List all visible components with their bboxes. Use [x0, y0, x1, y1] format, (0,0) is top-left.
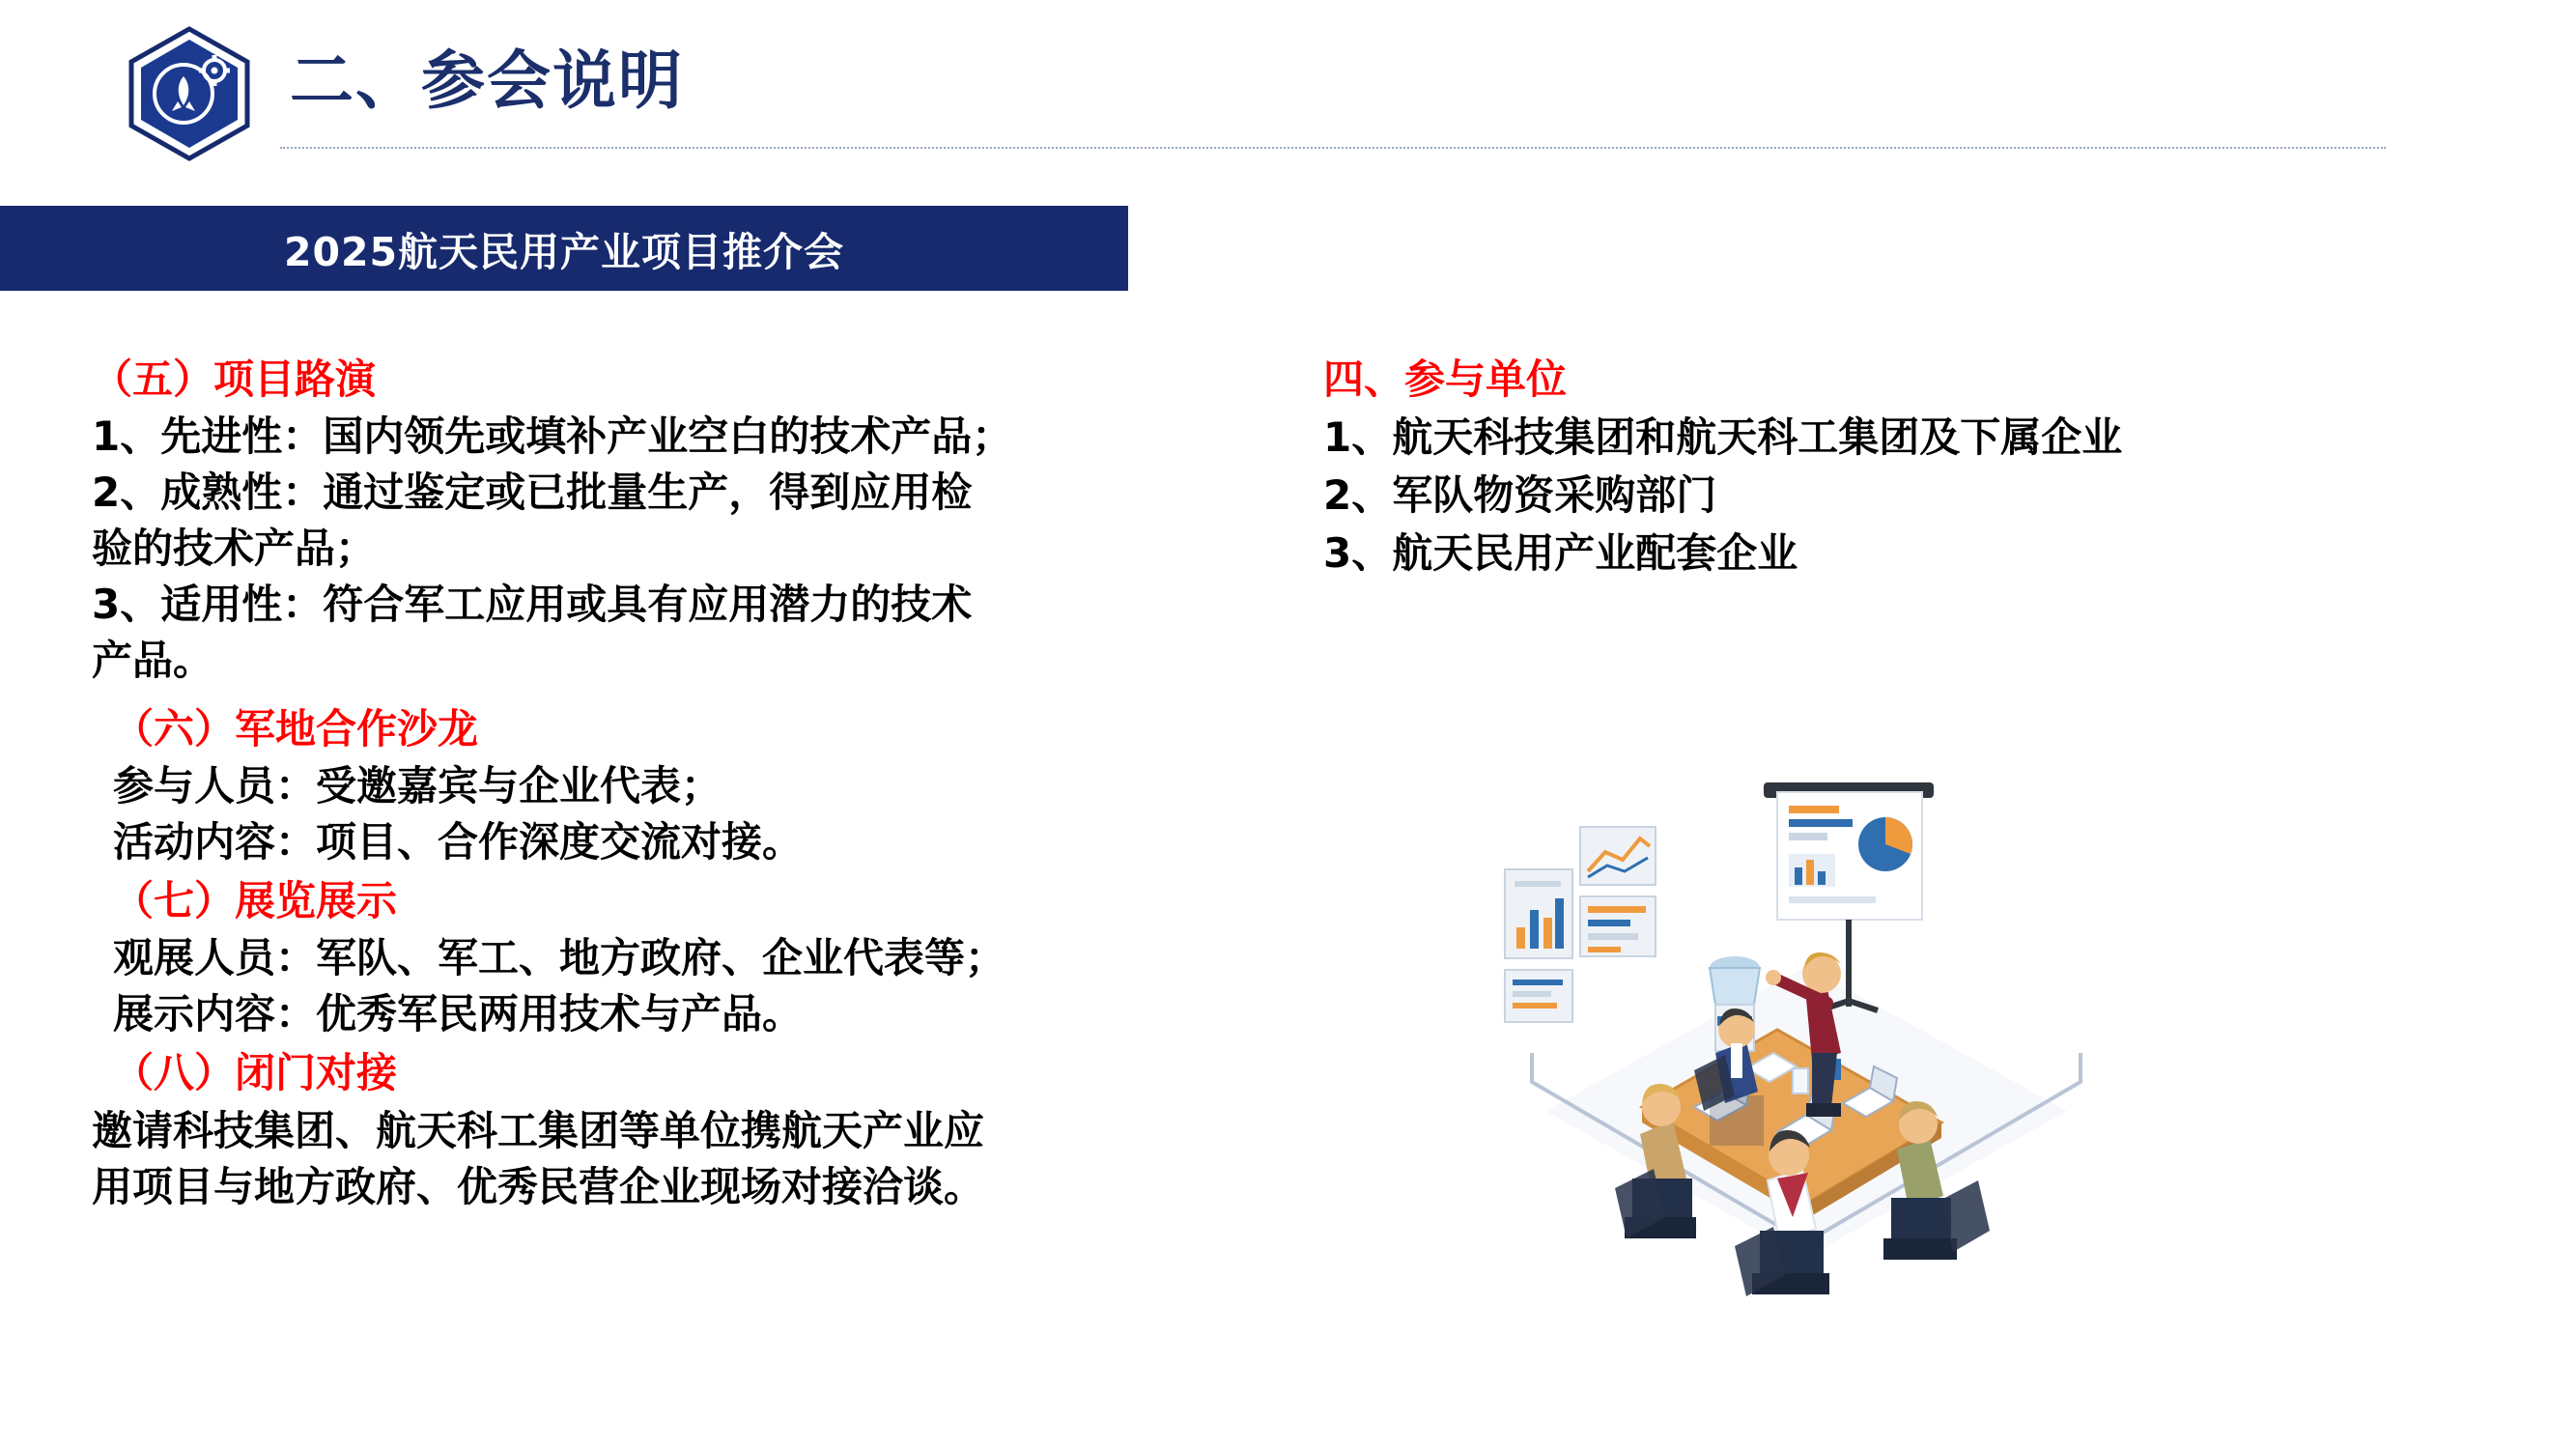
section-heading: （六）军地合作沙龙 — [113, 705, 479, 753]
section-closed-door-matchmaking — [92, 1046, 1251, 1214]
section-military-civil-salon — [92, 702, 1251, 870]
page-header — [0, 0, 2576, 179]
business-meeting-presentation-illustration — [1487, 763, 2125, 1304]
section-line: 3、适用性：符合军工应用或具有应用潜力的技术 — [92, 581, 973, 629]
section-line: 验的技术产品； — [92, 525, 377, 573]
list-item: 1、航天科技集团和航天科工集团及下属企业 — [1323, 413, 2123, 462]
left-content-column — [92, 353, 1251, 1219]
section-line: 观展人员：军队、军工、地方政府、企业代表等； — [113, 934, 1006, 982]
section-heading: （七）展览展示 — [113, 877, 398, 925]
section-heading: （五）项目路演 — [92, 355, 377, 403]
section-line: 用项目与地方政府、优秀民营企业现场对接洽谈。 — [92, 1162, 985, 1210]
section-heading-participants: 四、参与单位 — [1323, 355, 1568, 403]
section-heading: （八）闭门对接 — [113, 1049, 398, 1097]
section-banner — [0, 206, 1128, 291]
section-line: 活动内容：项目、合作深度交流对接。 — [113, 818, 804, 867]
list-item: 3、航天民用产业配套企业 — [1323, 528, 1798, 577]
section-line: 展示内容：优秀军民两用技术与产品。 — [113, 990, 804, 1038]
section-line: 1、先进性：国内领先或填补产业空白的技术产品； — [92, 412, 1013, 461]
hexagon-rocket-gear-icon — [126, 26, 253, 161]
section-line: 2、成熟性：通过鉴定或已批量生产，得到应用检 — [92, 469, 973, 517]
header-divider — [280, 147, 2386, 149]
section-project-roadshow — [92, 353, 1251, 689]
section-line: 邀请科技集团、航天科工集团等单位携航天产业应 — [92, 1106, 985, 1154]
banner-title: 2025航天民用产业项目推介会 — [283, 228, 845, 275]
section-line: 参与人员：受邀嘉宾与企业代表； — [113, 762, 722, 810]
page-title: 二、参会说明 — [290, 43, 684, 118]
right-content-column — [1323, 353, 2434, 582]
section-exhibition — [92, 874, 1251, 1042]
list-item: 2、军队物资采购部门 — [1323, 470, 1717, 519]
section-line: 产品。 — [92, 637, 214, 685]
